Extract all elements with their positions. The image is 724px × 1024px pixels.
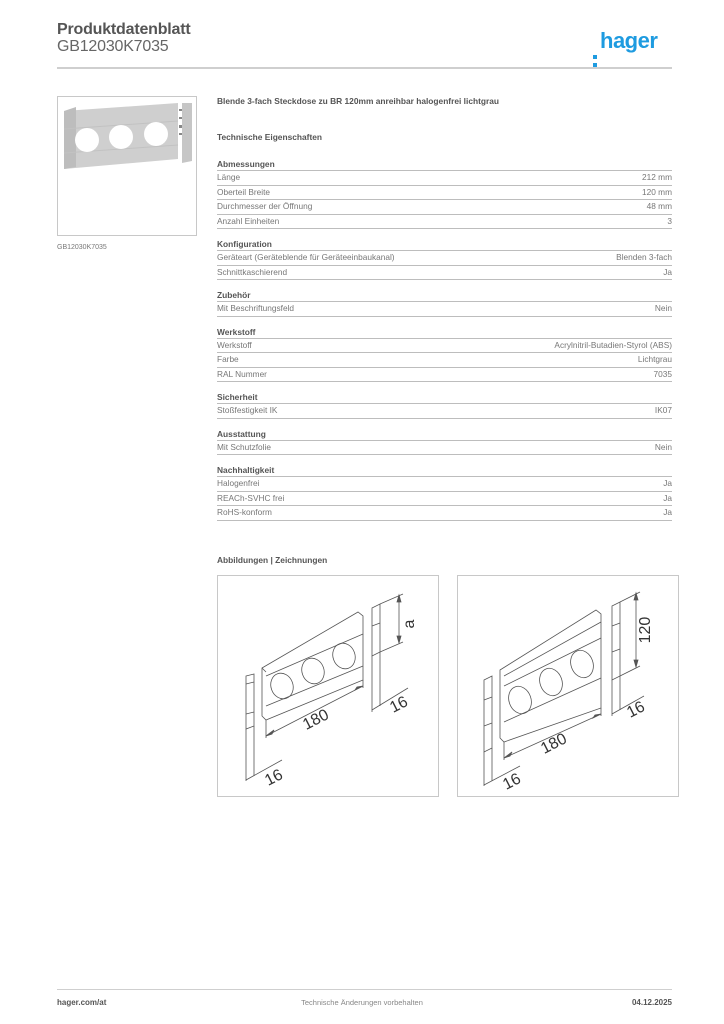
spec-value: 7035 — [653, 368, 672, 379]
spec-value: Ja — [663, 478, 672, 488]
spec-row — [217, 353, 672, 368]
spec-row — [217, 171, 672, 186]
technical-drawing-1 — [217, 575, 439, 797]
spec-value: IK07 — [654, 405, 672, 415]
spec-label: Halogenfrei — [217, 478, 260, 488]
group-werkstoff — [217, 326, 672, 383]
spec-value: 3 — [667, 215, 672, 226]
spec-row — [217, 368, 672, 383]
dimension-height-label: a — [401, 619, 418, 629]
product-description: Blende 3-fach Steckdose zu BR 120mm anreihbar halogenfrei lichtgrau — [217, 96, 500, 106]
spec-value: 212 mm — [642, 172, 672, 182]
spec-value: Ja — [663, 492, 672, 503]
spec-row — [217, 506, 672, 521]
spec-label: Mit Beschriftungsfeld — [217, 303, 295, 313]
dimension-height-label: 120 — [637, 616, 654, 644]
spec-value: Nein — [654, 303, 672, 313]
spec-label: Schnittkaschierend — [217, 266, 288, 277]
group-title: Ausstattung — [217, 428, 672, 441]
group-title: Nachhaltigkeit — [217, 464, 672, 477]
group-ausstattung — [217, 428, 672, 456]
group-title: Werkstoff — [217, 326, 672, 339]
spec-value: 48 mm — [646, 201, 672, 211]
dimension-width-label: 180 — [300, 706, 332, 734]
dimension-drawing-icon — [218, 576, 438, 796]
spec-label: Farbe — [217, 354, 239, 364]
spec-label: Stoßfestigkeit IK — [217, 405, 278, 415]
spec-label: REACh-SVHC frei — [217, 492, 285, 503]
spec-label: Durchmesser der Öffnung — [217, 201, 313, 211]
header-divider — [57, 67, 672, 69]
footer-notice: Technische Änderungen vorbehalten — [301, 998, 423, 1007]
spec-row — [217, 251, 672, 266]
dimension-width-label: 180 — [538, 730, 570, 758]
spec-row — [217, 339, 672, 354]
group-title: Abmessungen — [217, 158, 672, 171]
spec-label: RAL Nummer — [217, 368, 267, 379]
group-nachhaltigkeit — [217, 464, 672, 521]
product-image — [57, 96, 197, 236]
spec-row — [217, 186, 672, 201]
spec-value: Lichtgrau — [637, 354, 672, 364]
page-title: Produktdatenblatt — [57, 21, 191, 38]
spec-label: Oberteil Breite — [217, 186, 271, 197]
dimension-drawing-icon — [458, 576, 678, 796]
product-photo-icon — [58, 97, 196, 235]
group-title: Zubehör — [217, 289, 672, 302]
spec-label: Länge — [217, 172, 241, 182]
spec-row — [217, 441, 672, 456]
group-sicherheit — [217, 391, 672, 419]
spec-row — [217, 477, 672, 492]
spec-value: Ja — [663, 507, 672, 517]
spec-label: Mit Schutzfolie — [217, 441, 271, 452]
spec-row — [217, 200, 672, 215]
hager-logo — [593, 28, 657, 54]
spec-row — [217, 302, 672, 317]
footer-divider — [57, 989, 672, 990]
footer-date: 04.12.2025 — [631, 998, 672, 1007]
spec-label: Geräteart (Geräteblende für Geräteeinbaukanal) — [217, 252, 395, 262]
group-title: Konfiguration — [217, 238, 672, 251]
spec-row — [217, 404, 672, 419]
dimension-end-left-label: 16 — [500, 770, 524, 794]
dimension-end-right-label: 16 — [624, 698, 648, 722]
group-title: Sicherheit — [217, 391, 672, 404]
group-konfiguration — [217, 238, 672, 280]
spec-value: Ja — [663, 266, 672, 277]
group-abmessungen — [217, 158, 672, 229]
spec-row — [217, 492, 672, 507]
spec-row — [217, 266, 672, 281]
spec-value: 120 mm — [642, 186, 672, 197]
product-image-caption: GB12030K7035 — [57, 244, 107, 251]
spec-row — [217, 215, 672, 230]
spec-label: Anzahl Einheiten — [217, 215, 280, 226]
technical-drawing-2 — [457, 575, 679, 797]
dimension-end-right-label: 16 — [387, 693, 411, 717]
technical-properties-heading: Technische Eigenschaften — [217, 132, 323, 142]
spec-value: Acrylnitril-Butadien-Styrol (ABS) — [554, 339, 672, 350]
group-zubehoer — [217, 289, 672, 317]
footer-website-link[interactable]: hager.com/at — [57, 998, 107, 1007]
spec-label: RoHS-konform — [217, 507, 272, 517]
specifications — [217, 96, 672, 530]
figures-heading: Abbildungen | Zeichnungen — [217, 555, 328, 565]
spec-label: Werkstoff — [217, 339, 252, 350]
dimension-end-left-label: 16 — [262, 766, 286, 790]
product-number: GB12030K7035 — [57, 38, 169, 55]
logo-text: hager — [600, 28, 658, 53]
spec-value: Nein — [654, 441, 672, 452]
spec-value: Blenden 3-fach — [616, 252, 672, 262]
